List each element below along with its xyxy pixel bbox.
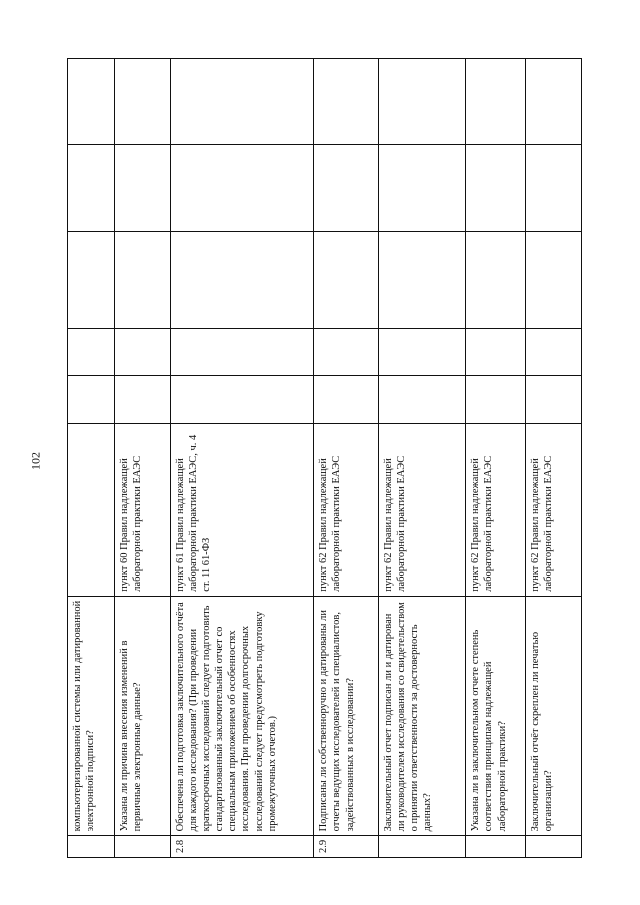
- empty-cell: [378, 231, 466, 328]
- table-row: [526, 59, 582, 858]
- page-number: 102: [28, 452, 43, 470]
- empty-cell: [115, 231, 171, 328]
- table-row: [170, 59, 313, 858]
- empty-cell: [378, 145, 466, 231]
- table-row: [314, 59, 378, 858]
- checklist-table-rotated: [67, 58, 582, 858]
- question-cell: Подписаны ли собственноручно и датированы ли отчеты ведущих исследователей и специалистов, задействованных в исследовании?: [314, 596, 378, 836]
- empty-cell: [466, 376, 526, 424]
- row-number: 2.9: [314, 836, 378, 858]
- question-cell: Заключительный отчет подписан ли и датирован ли руководителем исследования со свидетельством о принятии ответственности за достоверность данных?: [378, 596, 466, 836]
- table-row: [68, 59, 115, 858]
- empty-cell: [378, 376, 466, 424]
- empty-cell: [170, 328, 313, 376]
- empty-cell: [68, 328, 115, 376]
- question-cell: Обеспечена ли подготовка заключительного отчёта для каждого исследования? (При проведении краткосрочных исследований следует подготовить стандартизованный заключительный отчет со специальным приложением об особенностях исследования. При проведении долгосрочных исследований следует предусмотреть подготовку промежуточных отчетов.): [170, 596, 313, 836]
- reference-cell: [68, 423, 115, 596]
- row-number: [115, 836, 171, 858]
- empty-cell: [170, 231, 313, 328]
- table-row: [115, 59, 171, 858]
- reference-cell: пункт 61 Правил надлежащей лабораторной практики ЕАЭС, ч. 4 ст. 11 61-ФЗ: [170, 423, 313, 596]
- empty-cell: [68, 376, 115, 424]
- empty-cell: [68, 231, 115, 328]
- empty-cell: [115, 59, 171, 145]
- empty-cell: [115, 376, 171, 424]
- empty-cell: [115, 145, 171, 231]
- table-row: [466, 59, 526, 858]
- row-number: [466, 836, 526, 858]
- question-cell: компьютеризированной системы или датированной электронной подписи?: [68, 596, 115, 836]
- reference-cell: пункт 62 Правил надлежащей лабораторной практики ЕАЭС: [314, 423, 378, 596]
- empty-cell: [170, 376, 313, 424]
- empty-cell: [68, 59, 115, 145]
- empty-cell: [378, 59, 466, 145]
- question-cell: Заключительный отчёт скреплен ли печатью организации?: [526, 596, 582, 836]
- empty-cell: [115, 328, 171, 376]
- row-number: 2.8: [170, 836, 313, 858]
- empty-cell: [314, 59, 378, 145]
- empty-cell: [170, 145, 313, 231]
- empty-cell: [466, 59, 526, 145]
- reference-cell: пункт 62 Правил надлежащей лабораторной практики ЕАЭС: [378, 423, 466, 596]
- checklist-table: [67, 58, 582, 858]
- row-number: [378, 836, 466, 858]
- empty-cell: [526, 231, 582, 328]
- empty-cell: [466, 231, 526, 328]
- empty-cell: [170, 59, 313, 145]
- question-cell: Указана ли в заключительном отчете степень соответствия принципам надлежащей лабораторной практики?: [466, 596, 526, 836]
- empty-cell: [466, 145, 526, 231]
- empty-cell: [526, 145, 582, 231]
- empty-cell: [526, 376, 582, 424]
- empty-cell: [378, 328, 466, 376]
- empty-cell: [314, 145, 378, 231]
- row-number: [68, 836, 115, 858]
- row-number: [526, 836, 582, 858]
- empty-cell: [314, 328, 378, 376]
- empty-cell: [526, 59, 582, 145]
- table-row: [378, 59, 466, 858]
- question-cell: Указана ли причина внесения изменений в первичные электронные данные?: [115, 596, 171, 836]
- reference-cell: пункт 62 Правил надлежащей лабораторной практики ЕАЭС: [526, 423, 582, 596]
- empty-cell: [526, 328, 582, 376]
- empty-cell: [314, 231, 378, 328]
- empty-cell: [68, 145, 115, 231]
- reference-cell: пункт 60 Правил надлежащей лабораторной практики ЕАЭС: [115, 423, 171, 596]
- empty-cell: [314, 376, 378, 424]
- reference-cell: пункт 62 Правил надлежащей лабораторной практики ЕАЭС: [466, 423, 526, 596]
- empty-cell: [466, 328, 526, 376]
